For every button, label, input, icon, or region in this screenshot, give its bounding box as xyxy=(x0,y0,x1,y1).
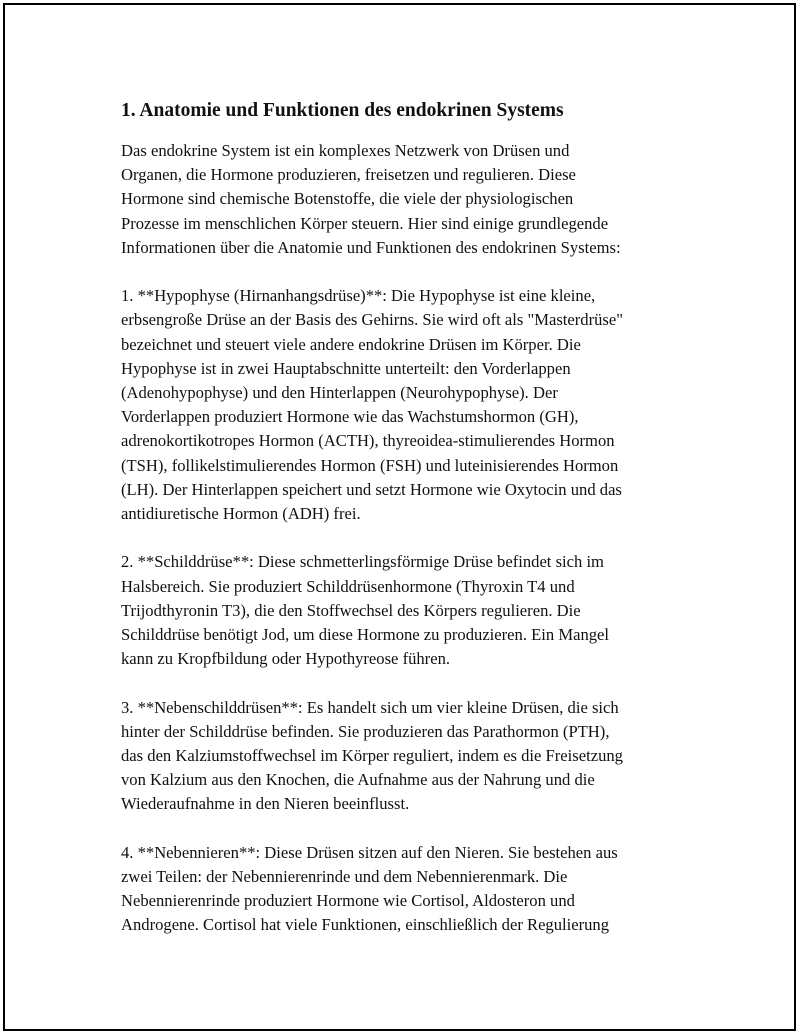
text-line: Schilddrüse benötigt Jod, um diese Hormone zu produzieren. Ein Mangel xyxy=(121,625,610,645)
paragraph xyxy=(121,841,691,938)
text-line: Das endokrine System ist ein komplexes Netzwerk von Drüsen und xyxy=(121,141,570,160)
document-content xyxy=(121,99,691,962)
text-line: (TSH), follikelstimulierendes Hormon (FSH) und luteinisierendes Hormon xyxy=(121,455,619,475)
text-line: kann zu Kropfbildung oder Hypothyreose führen. xyxy=(121,649,451,669)
document-page xyxy=(3,3,796,1031)
text-line: hinter der Schilddrüse befinden. Sie produzieren das Parathormon (PTH), xyxy=(121,721,610,741)
text-line: antidiuretische Hormon (ADH) frei. xyxy=(121,504,361,524)
text-line: Informationen über die Anatomie und Funktionen des endokrinen Systems: xyxy=(121,237,621,257)
text-line: zwei Teilen: der Nebennierenrinde und dem Nebennierenmark. Die xyxy=(121,867,568,887)
text-line: Hormone sind chemische Botenstoffe, die viele der physiologischen xyxy=(121,189,574,209)
text-line: 1. **Hypophyse (Hirnanhangsdrüse)**: Die Hypophyse ist eine kleine, xyxy=(121,286,596,306)
text-line: 3. **Nebenschilddrüsen**: Es handelt sich um vier kleine Drüsen, die sich xyxy=(121,697,619,717)
text-line: 4. **Nebennieren**: Diese Drüsen sitzen auf den Nieren. Sie bestehen aus xyxy=(121,842,618,862)
text-line: Androgene. Cortisol hat viele Funktionen, einschließlich der Regulierung xyxy=(121,915,610,935)
paragraph xyxy=(121,139,691,260)
text-line: von Kalzium aus den Knochen, die Aufnahme aus der Nahrung und die xyxy=(121,770,595,790)
text-line: Halsbereich. Sie produziert Schilddrüsenhormone (Thyroxin T4 und xyxy=(121,576,575,596)
text-line: erbsengroße Drüse an der Basis des Gehirns. Sie wird oft als "Masterdrüse" xyxy=(121,310,624,330)
text-line: 2. **Schilddrüse**: Diese schmetterlingsförmige Drüse befindet sich im xyxy=(121,552,604,572)
paragraph xyxy=(121,550,691,671)
paragraph xyxy=(121,696,691,817)
text-line: (LH). Der Hinterlappen speichert und setzt Hormone wie Oxytocin und das xyxy=(121,479,622,499)
text-line: das den Kalziumstoffwechsel im Körper reguliert, indem es die Freisetzung xyxy=(121,746,623,766)
text-line: Trijodthyronin T3), die den Stoffwechsel des Körpers regulieren. Die xyxy=(121,600,581,620)
text-line: Hypophyse ist in zwei Hauptabschnitte unterteilt: den Vorderlappen xyxy=(121,358,571,378)
text-line: Wiederaufnahme in den Nieren beeinflusst. xyxy=(121,794,410,814)
paragraph-list xyxy=(121,139,691,938)
text-line: adrenokortikotropes Hormon (ACTH), thyreoidea-stimulierendes Hormon xyxy=(121,431,615,451)
section-heading: 1. Anatomie und Funktionen des endokrinen Systems xyxy=(121,100,564,121)
text-line: Vorderlappen produziert Hormone wie das Wachstumshormon (GH), xyxy=(121,407,579,427)
text-line: Nebennierenrinde produziert Hormone wie Cortisol, Aldosteron und xyxy=(121,891,575,911)
text-line: Organen, die Hormone produzieren, freisetzen und regulieren. Diese xyxy=(121,165,576,185)
text-line: bezeichnet und steuert viele andere endokrine Drüsen im Körper. Die xyxy=(121,334,581,354)
text-line: (Adenohypophyse) und den Hinterlappen (Neurohypophyse). Der xyxy=(121,383,558,403)
paragraph xyxy=(121,284,691,526)
text-line: Prozesse im menschlichen Körper steuern. Hier sind einige grundlegende xyxy=(121,213,609,233)
